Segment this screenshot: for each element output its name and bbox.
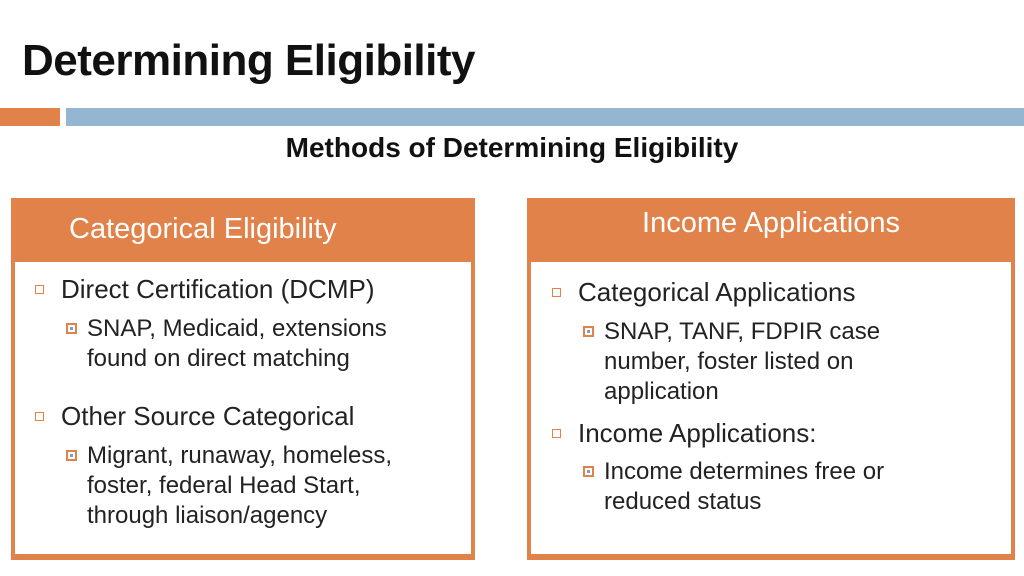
hollow-square-bullet-icon <box>552 429 561 438</box>
list-item: Other Source Categorical <box>35 401 354 432</box>
panel-header: Income Applications <box>642 207 900 239</box>
list-subitem: Migrant, runaway, homeless, foster, federal Head Start, through liaison/agency <box>66 441 392 531</box>
accent-bar-blue <box>66 108 1024 126</box>
panel-header: Categorical Eligibility <box>69 213 337 245</box>
list-subitem: Income determines free or reduced status <box>583 457 884 517</box>
hollow-square-bullet-icon <box>552 288 561 297</box>
list-item: Direct Certification (DCMP) <box>35 274 375 305</box>
list-item: Income Applications: <box>552 418 816 449</box>
square-bullet-icon <box>66 323 77 334</box>
square-bullet-icon <box>66 450 77 461</box>
square-bullet-icon <box>583 466 594 477</box>
square-bullet-icon <box>583 326 594 337</box>
list-subitem: SNAP, Medicaid, extensions found on direct matching <box>66 314 387 374</box>
accent-bar-orange <box>0 108 60 126</box>
slide-title: Determining Eligibility <box>22 36 475 85</box>
list-subitem: SNAP, TANF, FDPIR case number, foster listed on application <box>583 317 880 407</box>
hollow-square-bullet-icon <box>35 412 44 421</box>
slide-subtitle: Methods of Determining Eligibility <box>285 132 739 163</box>
hollow-square-bullet-icon <box>35 285 44 294</box>
list-item: Categorical Applications <box>552 277 856 308</box>
